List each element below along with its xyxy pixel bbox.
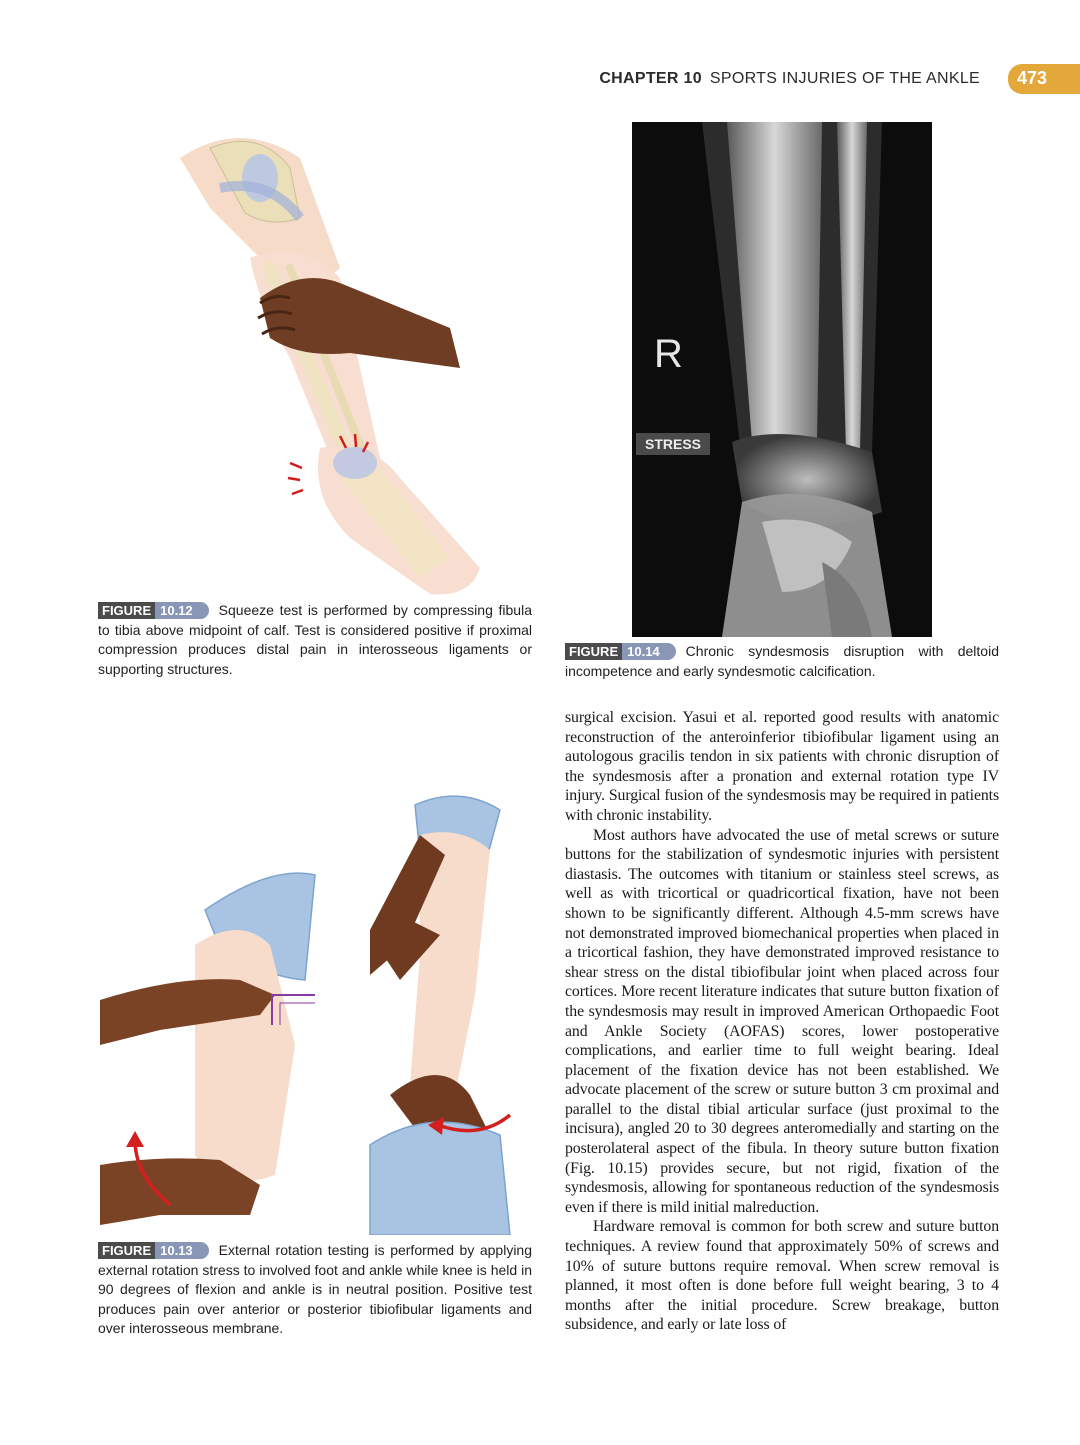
running-header xyxy=(560,64,1080,96)
chapter-label: CHAPTER 10 xyxy=(599,70,702,87)
xray-side-marker: R xyxy=(654,332,683,376)
figure-10-13-caption: External rotation testing is performed by applying external rotation stress to involved foot and ankle while knee is held in 90 degrees of flexion and ankle is in neutral position. Positive test produces pain over anterior or posterior tibiofibular ligaments and over interosseous membrane. xyxy=(98,1242,532,1337)
figure-10-13-caption-block xyxy=(98,1241,532,1339)
ankle-xray-image xyxy=(632,122,932,637)
page-number: 473 xyxy=(1016,68,1048,88)
figure-10-14-xray xyxy=(632,122,932,637)
squeeze-test-drawing xyxy=(150,118,480,604)
figure-tag xyxy=(565,643,676,660)
figure-10-14-caption: Chronic syndesmosis disruption with deltoid incompetence and early syndesmotic calcification. xyxy=(565,643,999,679)
external-rotation-test-drawing xyxy=(100,795,530,1235)
figure-tag-number: 10.12 xyxy=(155,602,209,619)
body-paragraph: Hardware removal is common for both screw and suture button techniques. A review found that approximately 50% of screws and 10% of suture buttons require removal. When screw removal is planned, it most often is done before full weight bearing, 3 to 4 months after the initial procedure. Screw breakage, button subsidence, and early or late loss of xyxy=(565,1218,999,1334)
chapter-title: SPORTS INJURIES OF THE ANKLE xyxy=(709,70,980,87)
figure-tag xyxy=(98,1242,209,1259)
figure-10-13-illustration xyxy=(100,795,530,1235)
figure-tag-word: FIGURE xyxy=(98,602,155,619)
figure-tag-number: 10.13 xyxy=(155,1242,209,1259)
figure-tag-word: FIGURE xyxy=(565,643,622,660)
xray-stress-label: STRESS xyxy=(636,433,710,455)
body-paragraph: surgical excision. Yasui et al. reported good results with anatomic reconstruction of the anteroinferior tibiofibular ligament using an autologous gracilis tendon in six patients with chronic disruption of the syndesmosis after a pronation and external rotation type IV injury. Surgical fusion of the syndesmosis may be required in patients with chronic instability. xyxy=(565,709,999,824)
page-number-tab xyxy=(1008,64,1080,94)
body-text-column xyxy=(565,708,999,1335)
figure-tag-word: FIGURE xyxy=(98,1242,155,1259)
figure-10-12-illustration xyxy=(150,118,480,604)
figure-10-12-caption-block xyxy=(98,601,532,679)
figure-10-14-caption-block xyxy=(565,642,999,681)
figure-tag-number: 10.14 xyxy=(622,643,676,660)
chapter-heading xyxy=(599,70,980,88)
figure-10-12-caption: Squeeze test is performed by compressing fibula to tibia above midpoint of calf. Test is considered positive if proximal compression produces distal pain in interosseous ligaments or supporting structures. xyxy=(98,602,532,677)
figure-tag xyxy=(98,602,209,619)
body-paragraph: Most authors have advocated the use of metal screws or suture buttons for the stabilization of syndesmotic injuries with persistent diastasis. The outcomes with titanium or stainless steel screws, as well as with tricortical or quadricortical fixation, have not been shown to be significantly different. Although 4.5-mm screws have not demonstrated improved biomechanical properties when placed in a tricortical fashion, they have demonstrated improved resistance to shear stress on the distal tibiofibular joint when placed across four cortices. More recent literature indicates that suture button fixation of the syndesmosis may result in improved American Orthopaedic Foot and Ankle Society (AOFAS) scores, lower postoperative complications, and earlier time to full weight bearing. Ideal placement of the fixation device has not been established. We advocate placement of the screw or suture button 3 cm proximal and parallel to the distal tibial articular surface (just proximal to the incisura), angled 20 to 30 degrees anteromedially and starting on the posterolateral aspect of the fibula. In theory suture button fixation (Fig. 10.15) provides secure, but not rigid, fixation of the syndesmosis, allowing for spontaneous reduction of the syndesmosis even if there is mild initial malreduction. xyxy=(565,826,999,1216)
